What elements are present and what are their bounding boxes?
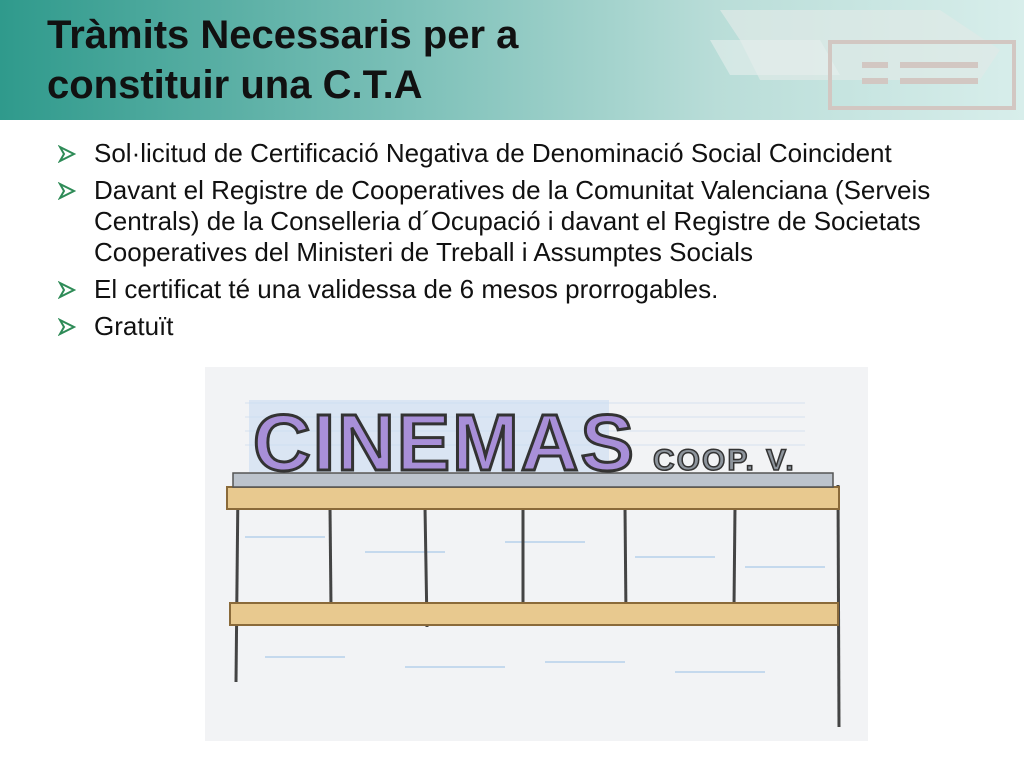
slide-header	[0, 0, 1024, 120]
arrow-bullet-icon	[58, 145, 76, 163]
slide-title: Tràmits Necessaris per a constituir una C.T.A	[47, 13, 519, 107]
arrow-bullet-icon	[58, 281, 76, 299]
document-form-icon	[700, 0, 1024, 120]
bullet-item	[58, 311, 978, 342]
bullet-text: Gratuït	[94, 311, 174, 341]
bullet-item	[58, 138, 978, 169]
bullet-text: Sol·licitud de Certificació Negativa de Denominació Social Coincident	[94, 138, 892, 168]
cinema-building-illustration	[205, 367, 868, 741]
sign-coop-text: COOP. V.	[653, 444, 796, 477]
bullet-list	[58, 138, 978, 348]
bullet-item	[58, 175, 978, 268]
bullet-text: Davant el Registre de Cooperatives de la Comunitat Valenciana (Serveis Centrals) de la Conselleria d´Ocupació i davant el Registre de Societats Cooperatives del Ministeri de Treball i Assumptes Socials	[94, 175, 931, 267]
bullet-item	[58, 274, 978, 305]
arrow-bullet-icon	[58, 318, 76, 336]
sign-cinemas-text: CINEMAS	[253, 398, 636, 487]
cinema-drawing	[205, 367, 868, 741]
bullet-text: El certificat té una validessa de 6 mesos prorrogables.	[94, 274, 719, 304]
arrow-bullet-icon	[58, 182, 76, 200]
